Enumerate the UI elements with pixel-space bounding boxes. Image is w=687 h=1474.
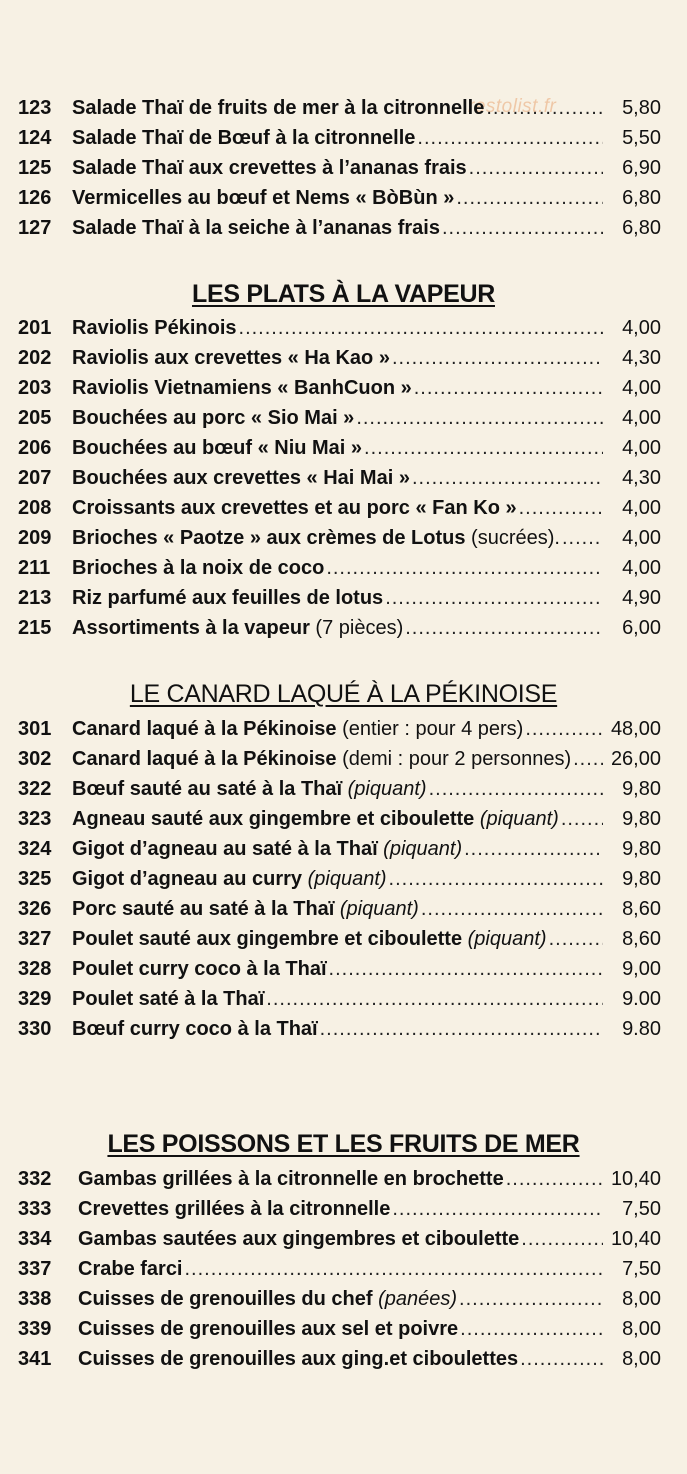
item-number: 339 [18,1318,52,1340]
leader-dots [460,1314,603,1344]
item-price: 4,00 [622,377,661,399]
leader-dots [320,1014,603,1044]
item-label [72,313,607,343]
item-note: (entier : pour 4 pers) [336,718,524,740]
item-label [72,463,607,493]
item-name-wrap [78,1164,504,1194]
menu-item [0,1284,687,1314]
leader-dots [521,1224,603,1254]
item-name-wrap [72,343,390,373]
menu-item [0,183,687,213]
item-name-wrap [78,1284,457,1314]
item-name: Gambas sautées aux gingembres et ciboulette [78,1228,520,1250]
menu-item [0,834,687,864]
leader-dots [412,463,603,493]
section-heading: LES PLATS À LA VAPEUR [192,280,495,308]
item-label [78,1194,607,1224]
item-name: Gigot d’agneau au curry [72,868,303,890]
menu-item [0,1344,687,1374]
item-label [72,153,607,183]
item-name: Bouchées aux crevettes « Hai Mai » [72,467,410,489]
item-label [72,954,607,984]
item-name-wrap [72,984,264,1014]
item-name-wrap [72,183,454,213]
item-name: Bœuf sauté au saté à la Thaï [72,778,343,800]
item-name: Gambas grillées à la citronnelle en brochette [78,1168,504,1190]
leader-dots [326,553,603,583]
item-price: 8,60 [622,928,661,950]
item-number: 207 [18,467,52,489]
menu-item [0,1014,687,1044]
item-name-wrap [78,1224,519,1254]
item-number: 323 [18,808,52,830]
item-price: 9.00 [622,988,661,1010]
section-heading: LE CANARD LAQUÉ À LA PÉKINOISE [129,680,558,708]
item-number: 127 [18,217,52,239]
item-label [72,894,607,924]
item-number: 213 [18,587,52,609]
menu-item [0,213,687,243]
menu-item [0,894,687,924]
item-number: 126 [18,187,52,209]
leader-dots [464,834,603,864]
item-number: 203 [18,377,52,399]
item-number: 206 [18,437,52,459]
leader-dots [486,93,603,123]
item-name: Bouchées au porc « Sio Mai » [72,407,355,429]
menu-item [0,1194,687,1224]
menu-item [0,1164,687,1194]
item-name: Bœuf curry coco à la Thaï [72,1018,318,1040]
item-name-wrap [72,864,387,894]
item-price: 48,00 [610,718,661,740]
item-name: Raviolis aux crevettes « Ha Kao » [72,347,390,369]
item-label [72,493,607,523]
item-label [72,714,607,744]
item-number: 125 [18,157,52,179]
leader-dots [266,984,603,1014]
item-price: 26,00 [610,748,661,770]
item-number: 205 [18,407,52,429]
item-name: Vermicelles au bœuf et Nems « BòBùn » [72,187,455,209]
item-price: 9,00 [622,958,661,980]
menu-item [0,463,687,493]
leader-dots [421,894,603,924]
item-price: 8,60 [622,898,661,920]
item-price: 6,80 [622,217,661,239]
item-number: 322 [18,778,52,800]
item-label [72,403,607,433]
item-name-wrap [78,1254,183,1284]
item-label [72,924,607,954]
item-name-wrap [72,774,427,804]
item-name-wrap [72,123,415,153]
item-name: Crevettes grillées à la citronnelle [78,1198,391,1220]
item-note: (sucrées). [465,527,560,549]
item-name-wrap [72,714,523,744]
item-name-wrap [72,804,559,834]
menu-item [0,373,687,403]
item-label [72,523,607,553]
item-label [72,373,607,403]
item-label [72,864,607,894]
item-number: 329 [18,988,52,1010]
menu-item [0,123,687,153]
item-number: 302 [18,748,52,770]
item-number: 332 [18,1168,52,1190]
menu-item [0,984,687,1014]
item-name: Salade Thaï de Bœuf à la citronnelle [72,127,416,149]
item-name-wrap [72,954,327,984]
item-number: 324 [18,838,52,860]
leader-dots [239,313,603,343]
item-label [78,1344,607,1374]
item-label [72,1014,607,1044]
item-name: Salade Thaï à la seiche à l’ananas frais [72,217,440,239]
item-price: 8,00 [622,1288,661,1310]
menu-item [0,774,687,804]
menu-item [0,924,687,954]
item-price: 4,30 [622,467,661,489]
item-label [72,774,607,804]
item-price: 9,80 [622,808,661,830]
item-number: 334 [18,1228,52,1250]
item-price: 6,00 [622,617,661,639]
item-note: (panées) [372,1288,458,1310]
item-price: 4,90 [622,587,661,609]
item-name: Porc sauté au saté à la Thaï [72,898,335,920]
item-label [72,744,607,774]
leader-dots [389,864,603,894]
leader-dots [469,153,603,183]
item-label [72,834,607,864]
item-name: Raviolis Vietnamiens « BanhCuon » [72,377,412,399]
item-label [72,433,607,463]
item-number: 330 [18,1018,52,1040]
item-note: (7 pièces) [309,617,404,639]
item-name-wrap [72,463,410,493]
item-price: 9,80 [622,838,661,860]
menu-item [0,804,687,834]
section-salads [0,93,687,243]
leader-dots [185,1254,604,1284]
item-name-wrap [72,313,237,343]
menu-item [0,583,687,613]
item-number: 211 [18,557,51,579]
leader-dots [525,714,603,744]
item-name-wrap [78,1314,458,1344]
item-label [78,1164,607,1194]
menu-item [0,864,687,894]
item-name-wrap [72,523,560,553]
watermark: restolist.fr [468,96,557,117]
leader-dots [364,433,603,463]
item-number: 326 [18,898,52,920]
item-name-wrap [72,213,440,243]
item-name-wrap [72,373,412,403]
item-number: 328 [18,958,52,980]
menu-item [0,1224,687,1254]
item-price: 7,50 [622,1258,661,1280]
item-label [72,93,607,123]
item-price: 4,00 [622,497,661,519]
item-number: 124 [18,127,52,149]
item-price: 10,40 [610,1168,661,1190]
item-price: 9,80 [622,778,661,800]
item-name-wrap [72,834,462,864]
menu-item [0,153,687,183]
item-number: 208 [18,497,52,519]
item-name-wrap [72,433,362,463]
menu-item [0,714,687,744]
leader-dots [356,403,603,433]
item-name: Brioches « Paotze » aux crèmes de Lotus [72,527,466,549]
item-label [78,1224,607,1254]
item-list [0,93,687,243]
menu-item [0,493,687,523]
leader-dots [506,1164,603,1194]
leader-dots [385,583,603,613]
menu-item [0,1314,687,1344]
item-name: Raviolis Pékinois [72,317,237,339]
leader-dots [459,1284,603,1314]
item-name: Agneau sauté aux gingembre et ciboulette [72,808,475,830]
menu-item [0,433,687,463]
item-name: Cuisses de grenouilles du chef [78,1288,373,1310]
item-price: 10,40 [610,1228,661,1250]
item-name: Riz parfumé aux feuilles de lotus [72,587,384,609]
item-number: 202 [18,347,52,369]
item-name-wrap [72,553,324,583]
menu-item [0,93,687,123]
item-number: 341 [18,1348,52,1370]
item-name-wrap [72,583,383,613]
leader-dots [549,924,603,954]
menu-item [0,613,687,643]
item-note: (piquant) [334,898,419,920]
item-number: 201 [18,317,52,339]
item-label [72,984,607,1014]
item-price: 4,30 [622,347,661,369]
menu-item [0,403,687,433]
item-label [78,1254,607,1284]
leader-dots [414,373,603,403]
item-name: Poulet saté à la Thaï [72,988,265,1010]
item-name: Crabe farci [78,1258,183,1280]
item-name-wrap [78,1194,390,1224]
item-number: 215 [18,617,52,639]
item-number: 123 [18,97,52,119]
leader-dots [456,183,603,213]
item-label [72,613,607,643]
section-heading: LES POISSONS ET LES FRUITS DE MER [107,1130,580,1158]
menu-item [0,744,687,774]
item-name-wrap [72,403,354,433]
item-label [72,804,607,834]
item-number: 209 [18,527,52,549]
item-note: (demi : pour 2 personnes) [336,748,572,770]
item-price: 8,00 [622,1318,661,1340]
item-list [0,714,687,1044]
item-name-wrap [72,493,517,523]
item-name-wrap [72,924,547,954]
item-name: Canard laqué à la Pékinoise [72,748,337,770]
leader-dots [392,343,603,373]
item-name: Salade Thaï de fruits de mer à la citronnelle [72,97,485,119]
item-name-wrap [72,153,467,183]
item-note: (piquant) [302,868,387,890]
item-price: 7,50 [622,1198,661,1220]
item-label [78,1284,607,1314]
leader-dots [519,493,603,523]
item-price: 9,80 [622,868,661,890]
item-name: Bouchées au bœuf « Niu Mai » [72,437,363,459]
menu-item [0,1254,687,1284]
item-name-wrap [72,1014,318,1044]
menu-item [0,523,687,553]
menu-item [0,313,687,343]
item-price: 4,00 [622,527,661,549]
leader-dots [429,774,603,804]
item-note: (piquant) [474,808,559,830]
leader-dots [417,123,603,153]
leader-dots [562,523,603,553]
item-name: Assortiments à la vapeur [72,617,310,639]
item-label [72,183,607,213]
item-name: Canard laqué à la Pékinoise [72,718,337,740]
item-number: 301 [18,718,52,740]
leader-dots [561,804,603,834]
menu-item [0,343,687,373]
menu-item [0,954,687,984]
item-name-wrap [72,744,571,774]
item-label [72,343,607,373]
item-label [72,213,607,243]
item-name: Cuisses de grenouilles aux ging.et ciboulettes [78,1348,519,1370]
item-note: (piquant) [342,778,427,800]
leader-dots [520,1344,603,1374]
item-price: 5,50 [622,127,661,149]
item-label [72,123,607,153]
item-number: 327 [18,928,52,950]
item-name-wrap [72,894,419,924]
item-name: Brioches à la noix de coco [72,557,325,579]
item-name-wrap [72,613,403,643]
item-name-wrap [78,1344,518,1374]
item-price: 5,80 [622,97,661,119]
item-price: 4,00 [622,407,661,429]
item-label [72,583,607,613]
item-price: 4,00 [622,557,661,579]
item-number: 333 [18,1198,52,1220]
item-number: 338 [18,1288,52,1310]
item-note: (piquant) [462,928,547,950]
leader-dots [442,213,603,243]
item-label [78,1314,607,1344]
item-name: Poulet curry coco à la Thaï [72,958,327,980]
item-price: 9.80 [622,1018,661,1040]
item-price: 8,00 [622,1348,661,1370]
item-price: 4,00 [622,437,661,459]
item-price: 6,80 [622,187,661,209]
leader-dots [329,954,603,984]
leader-dots [573,744,603,774]
item-name: Cuisses de grenouilles aux sel et poivre [78,1318,459,1340]
item-label [72,553,607,583]
item-name: Poulet sauté aux gingembre et ciboulette [72,928,463,950]
item-note: (piquant) [377,838,463,860]
item-price: 4,00 [622,317,661,339]
item-name: Salade Thaï aux crevettes à l’ananas frais [72,157,467,179]
item-number: 325 [18,868,52,890]
item-name-wrap [72,93,484,123]
item-list [0,1164,687,1374]
item-number: 337 [18,1258,52,1280]
item-list [0,313,687,643]
leader-dots [405,613,603,643]
menu-item [0,553,687,583]
item-name: Croissants aux crevettes et au porc « Fan Ko » [72,497,517,519]
item-price: 6,90 [622,157,661,179]
item-name: Gigot d’agneau au saté à la Thaï [72,838,378,860]
leader-dots [392,1194,603,1224]
